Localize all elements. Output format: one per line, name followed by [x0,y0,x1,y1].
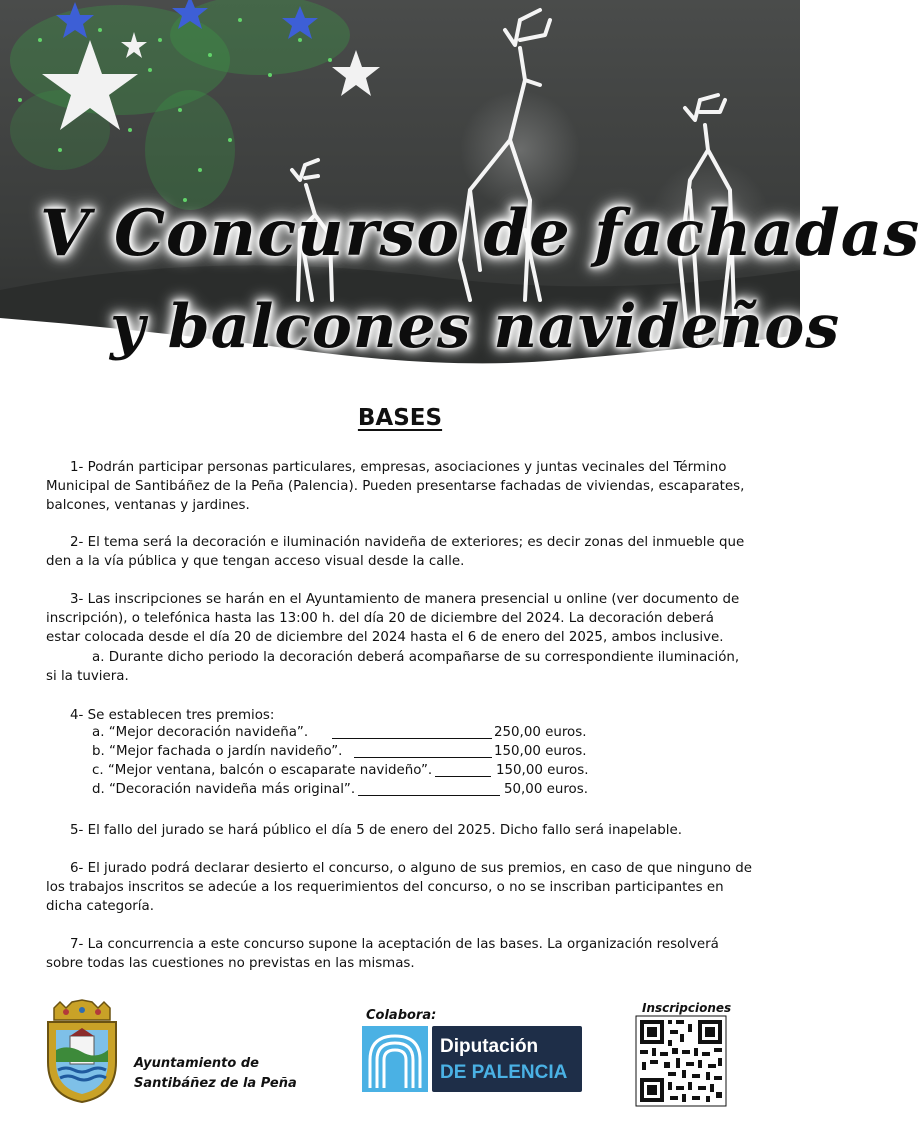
rule-4 [46,706,752,725]
rule-3a-prefix: a. [92,649,105,665]
diputacion-name: Diputación [440,1036,539,1057]
prize-amount: 50,00 euros. [504,782,588,797]
prize-amount: 150,00 euros. [494,744,587,759]
prize-fill-line [332,738,492,739]
rule-5-text: 5- El fallo del jurado se hará público el día 5 de enero del 2025. Dicho fallo será inapelable. [70,823,683,838]
rule-6-text: 6- El jurado podrá declarar desierto el concurso, o alguno de sus premios, en caso de que ninguno de los trabajos inscritos se adecúe a los requerimientos del concurso, o no se inscriban participantes en dicha categoría. [46,861,752,915]
rule-2-text: 2- El tema será la decoración e iluminación navideña de exteriores; es decir zonas del inmueble que den a la vía pública y que tengan acceso visual desde la calle. [46,535,745,570]
prize-row [92,782,612,801]
rule-2 [46,533,752,571]
prize-fill-line [358,795,500,796]
prize-row [92,725,612,744]
header-banner [0,0,920,390]
inscripciones-label: Inscripciones [642,1001,732,1015]
rule-7 [46,935,752,973]
qr-code-icon[interactable] [636,1016,726,1106]
rule-3 [46,590,752,686]
ayuntamiento-name-line2: Santibáñez de la Peña [134,1076,297,1091]
diputacion-province: DE PALENCIA [440,1062,568,1083]
prize-label: a. “Mejor decoración navideña”. [92,725,309,740]
prize-label: b. “Mejor fachada o jardín navideño”. [92,744,343,759]
prize-label: c. “Mejor ventana, balcón o escaparate navideño”. [92,763,433,778]
prize-label: d. “Decoración navideña más original”. [92,782,356,797]
diputacion-arch-icon [362,1026,428,1092]
rule-7-text: 7- La concurrencia a este concurso supone la aceptación de las bases. La organización resolverá sobre todas las cuestiones no previstas en las mismas. [46,937,719,972]
poster-title-line2: y balcones navideños [110,292,841,362]
rule-6 [46,859,752,917]
coat-of-arms-icon [44,1000,120,1104]
rule-4-text: 4- Se establecen tres premios: [70,708,275,723]
colabora-label: Colabora: [366,1008,437,1023]
rule-1 [46,458,752,516]
prize-fill-line [354,757,492,758]
rule-3a-text: Durante dicho periodo la decoración deberá acompañarse de su correspondiente iluminación, si la tuviera. [46,649,740,684]
prize-fill-line [435,776,491,777]
rule-3-text: 3- Las inscripciones se harán en el Ayuntamiento de manera presencial u online (ver documento de inscripción), o telefónica hasta las 13:00 h. del día 20 de diciembre del 2024. La decoración deberá estar colocada desde el día 20 de diciembre del 2024 hasta el 6 de enero del 2025, ambos inclusive. [46,592,740,646]
prize-amount: 250,00 euros. [494,725,587,740]
prize-row [92,744,612,763]
prize-row [92,763,612,782]
bases-heading: BASES [357,405,443,431]
ayuntamiento-name-line1: Ayuntamiento de [134,1056,259,1071]
footer [0,990,800,1138]
rule-1-text: 1- Podrán participar personas particulares, empresas, asociaciones y juntas vecinales del Término Municipal de Santibáñez de la Peña (Palencia). Pueden presentarse fachadas de viviendas, escaparates, balcones, ventanas y jardines. [46,460,745,514]
prize-amount: 150,00 euros. [496,763,589,778]
poster-title-line1: V Concurso de fachadas [40,196,920,271]
rule-5 [46,821,752,840]
diputacion-logo [432,1026,582,1092]
